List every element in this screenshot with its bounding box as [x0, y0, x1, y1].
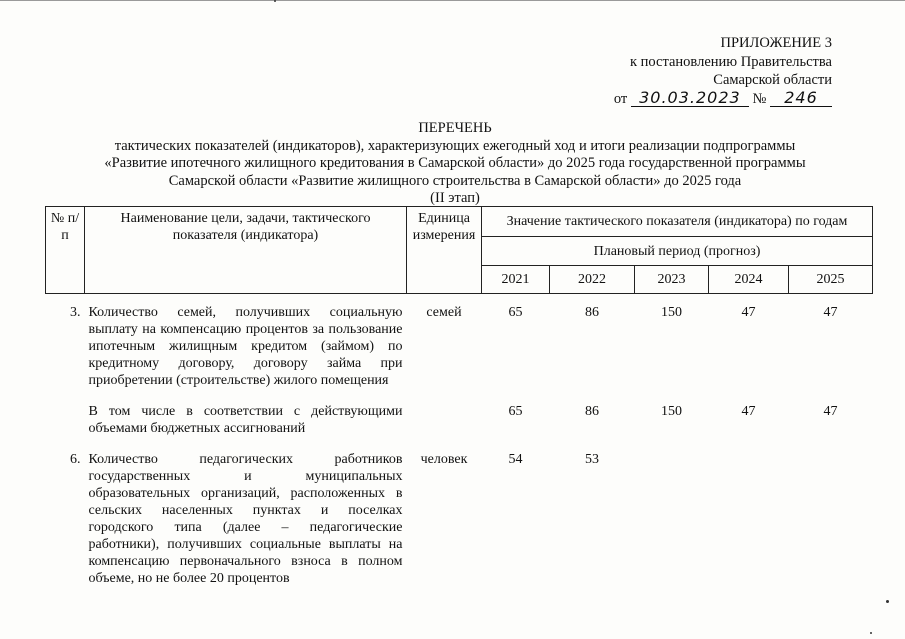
row-unit: [407, 403, 482, 437]
appendix-title: ПРИЛОЖЕНИЕ 3: [720, 35, 832, 51]
document-heading: [80, 120, 830, 208]
row-name: Количество семей, получивших социальную выплату на компенсацию процентов за пользование ипотечным жилищным кредитом (займом) по кредитному договору, договору займа при приобретении (строительстве) жилого помещения: [88, 305, 403, 388]
row-value: 65: [508, 305, 523, 320]
row-value: 47: [823, 404, 838, 419]
header-year: 2025: [789, 266, 873, 294]
row-value: [635, 451, 709, 587]
row-value: 53: [585, 452, 599, 467]
heading-line-2: «Развитие ипотечного жилищного кредитования в Самарской области» до 2025 года государственной программы: [104, 155, 806, 171]
header-period: Плановый период (прогноз): [482, 237, 873, 266]
number-prefix: №: [752, 90, 767, 107]
table-row: [46, 403, 873, 437]
appendix-block: [570, 34, 832, 108]
appendix-resolution: к постановлению Правительства: [630, 53, 832, 70]
heading-title: ПЕРЕЧЕНЬ: [418, 120, 492, 136]
row-number: 3.: [70, 305, 81, 320]
row-number: 6.: [70, 452, 81, 467]
heading-line-3: Самарской области «Развитие жилищного строительства в Самарской области» до 2025 года: [168, 172, 742, 189]
row-value: 86: [585, 305, 599, 320]
row-unit: человек: [420, 452, 468, 467]
scan-speck: [274, 0, 276, 2]
header-year: 2022: [550, 266, 635, 294]
header-year: 2021: [482, 266, 550, 294]
appendix-region: Самарской области: [713, 72, 832, 88]
row-value: 47: [741, 305, 756, 320]
heading-line-4: (II этап): [430, 190, 480, 206]
row-value: 47: [823, 305, 838, 320]
header-year: 2024: [709, 266, 789, 294]
row-value: 47: [741, 404, 756, 419]
row-value: [709, 451, 789, 587]
table-row: [46, 451, 873, 587]
row-name: В том числе в соответствии с действующими объемами бюджетных ассигнований: [88, 404, 403, 436]
heading-line-1: тактических показателей (индикаторов), характеризующих ежегодный ход и итоги реализации подпрограммы: [114, 137, 796, 154]
header-values: Значение тактического показателя (индикатора) по годам: [482, 207, 873, 237]
date-prefix: от: [613, 90, 628, 107]
row-value: 86: [585, 404, 599, 419]
handwritten-number: 246: [770, 90, 832, 107]
table-row: [46, 304, 873, 389]
appendix-date-line: [570, 87, 832, 109]
row-name: Количество педагогических работников государственных и муниципальных образовательных организаций, расположенных в сельских населенных пунктах и поселках городского типа (далее – педагогические работники), получивших социальные выплаты на компенсацию первоначального взноса в полном объеме, но не более 20 процентов: [88, 452, 403, 586]
scan-speck: [886, 600, 889, 603]
header-unit: Единица измерения: [407, 207, 482, 294]
row-unit: семей: [426, 305, 462, 320]
row-value: 150: [661, 305, 682, 320]
header-year: 2023: [635, 266, 709, 294]
indicators-table: [45, 206, 873, 587]
row-value: 54: [508, 452, 523, 467]
row-value: 150: [661, 404, 682, 419]
row-value: [789, 451, 873, 587]
scan-speck: [870, 632, 872, 634]
header-num: № п/п: [46, 207, 85, 294]
page-top-edge: [0, 0, 905, 1]
row-value: 65: [508, 404, 523, 419]
handwritten-date: 30.03.2023: [631, 90, 749, 107]
row-number: [46, 403, 85, 437]
header-name: Наименование цели, задачи, тактического показателя (индикатора): [85, 207, 407, 294]
